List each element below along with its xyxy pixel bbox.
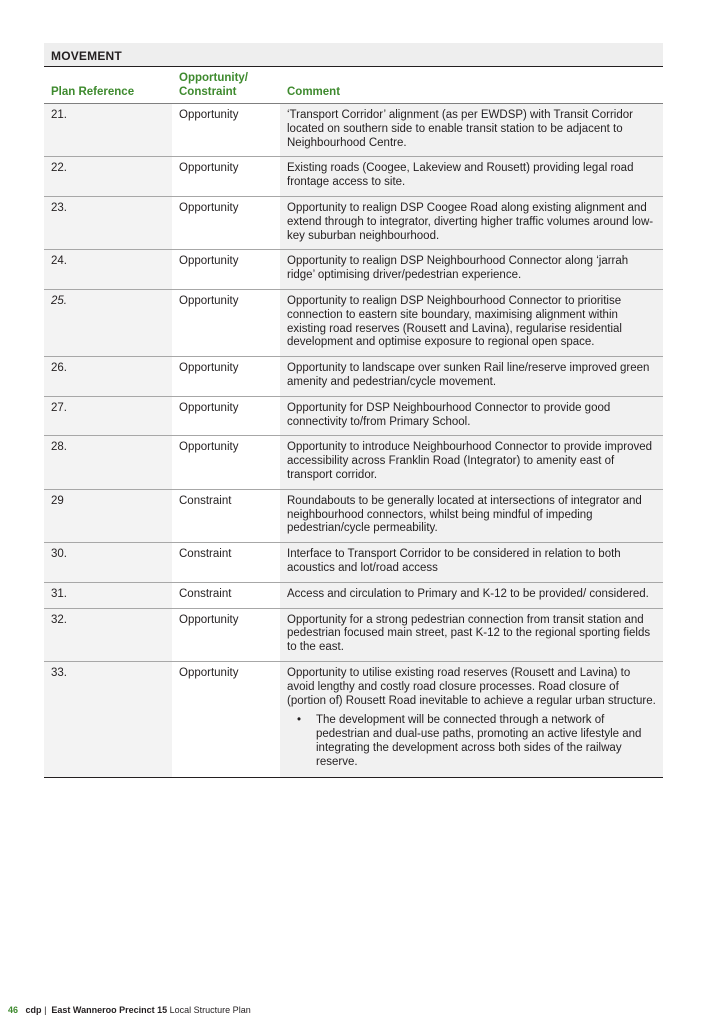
comment-text: Opportunity to introduce Neighbourhood Connector to provide improved accessibility across Franklin Road (Integrator) to amenity east of transport corridor. [287, 441, 653, 481]
opportunity-constraint-cell: Opportunity [172, 196, 280, 249]
comment-cell [280, 661, 663, 778]
comment-cell [280, 489, 663, 542]
comment-text: Opportunity to realign DSP Coogee Road along existing alignment and extend through to integrator, diverting higher traffic volumes around low-key suburban neighbourhood. [287, 201, 654, 242]
opportunity-constraint-cell: Opportunity [172, 608, 280, 661]
opportunity-constraint-cell: Opportunity [172, 436, 280, 489]
comment-text: Opportunity to utilise existing road reserves (Rousett and Lavina) to avoid lengthy and costly road closure processes. Road closure of (portion of) Rousett Road inevitable to achieve a regular urban structure. [287, 666, 656, 707]
plan-reference-cell: 21. [44, 104, 172, 157]
opportunity-constraint-cell: Constraint [172, 489, 280, 542]
header-plan-reference: Plan Reference [44, 67, 172, 104]
comment-text: Access and circulation to Primary and K-12 to be provided/ considered. [287, 587, 649, 600]
comment-bullet [287, 714, 656, 769]
comment-cell [280, 608, 663, 661]
opportunity-constraint-cell: Opportunity [172, 157, 280, 197]
section-title: MOVEMENT [44, 43, 663, 67]
comment-text: Roundabouts to be generally located at intersections of integrator and neighbourhood connectors, whilst being mindful of impeding pedestrian/cycle permeability. [287, 494, 642, 535]
table-row [44, 436, 663, 489]
table-row [44, 196, 663, 249]
plan-reference-cell: 27. [44, 396, 172, 436]
comment-text: Opportunity to landscape over sunken Rail line/reserve improved green amenity and pedestrian/cycle movement. [287, 362, 650, 388]
comment-cell [280, 289, 663, 356]
opportunity-constraint-cell: Opportunity [172, 289, 280, 356]
movement-table [44, 67, 663, 778]
plan-reference-cell: 24. [44, 250, 172, 290]
document-subtitle: Local Structure Plan [169, 1005, 251, 1015]
comment-cell [280, 104, 663, 157]
comment-text: Opportunity to realign DSP Neighbourhood Connector to prioritise connection to eastern site boundary, maximising alignment within existing road reserves (Rousett and Lavina), regularise residential development and optimise exposure to regional open space. [287, 294, 622, 349]
comment-text: ‘Transport Corridor’ alignment (as per EWDSP) with Transit Corridor located on southern side to enable transit station to be adjacent to Neighbourhood Centre. [287, 109, 633, 149]
plan-reference-cell: 28. [44, 436, 172, 489]
bullet-icon: • [297, 714, 302, 727]
plan-reference-cell: 25. [44, 289, 172, 356]
comment-text: Opportunity for DSP Neighbourhood Connector to provide good connectivity to/from Primary School. [287, 401, 611, 428]
plan-reference-cell: 32. [44, 608, 172, 661]
document-title: East Wanneroo Precinct 15 [51, 1005, 168, 1015]
plan-reference-cell: 30. [44, 543, 172, 583]
comment-text: Interface to Transport Corridor to be considered in relation to both acoustics and lot/road access [287, 548, 621, 574]
header-opportunity-constraint [172, 67, 280, 104]
plan-reference-cell: 31. [44, 582, 172, 608]
comment-text: Existing roads (Coogee, Lakeview and Rousett) providing legal road frontage access to site. [287, 162, 634, 189]
header-comment: Comment [280, 67, 663, 104]
comment-cell [280, 357, 663, 397]
table-row [44, 661, 663, 778]
table-row [44, 489, 663, 542]
table-row [44, 608, 663, 661]
comment-cell [280, 196, 663, 249]
plan-reference-cell: 26. [44, 357, 172, 397]
opportunity-constraint-cell: Opportunity [172, 396, 280, 436]
table-row [44, 104, 663, 157]
footer-separator: | [44, 1005, 47, 1015]
movement-table-section [44, 43, 663, 778]
table-row [44, 543, 663, 583]
header-row [44, 67, 663, 104]
comment-cell [280, 250, 663, 290]
comment-cell [280, 582, 663, 608]
brand-name: cdp [25, 1005, 42, 1015]
table-row [44, 289, 663, 356]
comment-text: Opportunity for a strong pedestrian connection from transit station and pedestrian focused main street, past K-12 to the regional sporting fields to the east. [287, 613, 651, 654]
table-row [44, 250, 663, 290]
comment-cell [280, 396, 663, 436]
plan-reference-cell: 23. [44, 196, 172, 249]
comment-cell [280, 436, 663, 489]
page-footer [8, 1005, 251, 1015]
table-row [44, 396, 663, 436]
table-row [44, 157, 663, 197]
plan-reference-cell: 29 [44, 489, 172, 542]
opportunity-constraint-cell: Opportunity [172, 661, 280, 778]
table-row [44, 357, 663, 397]
opportunity-constraint-cell: Opportunity [172, 104, 280, 157]
comment-cell [280, 157, 663, 197]
page-number: 46 [8, 1005, 19, 1015]
plan-reference-cell: 33. [44, 661, 172, 778]
opportunity-constraint-cell: Constraint [172, 582, 280, 608]
comment-text: Opportunity to realign DSP Neighbourhood Connector along ‘jarrah ridge’ optimising driver/pedestrian experience. [287, 255, 629, 282]
header-opportunity-constraint-label: Opportunity/ Constraint [179, 72, 248, 98]
plan-reference-cell: 22. [44, 157, 172, 197]
table-row [44, 582, 663, 608]
comment-cell [280, 543, 663, 583]
bullet-text: The development will be connected through a network of pedestrian and dual-use paths, promoting an active lifestyle and integrating the development across both sides of the railway reserve. [316, 714, 642, 768]
opportunity-constraint-cell: Opportunity [172, 250, 280, 290]
opportunity-constraint-cell: Constraint [172, 543, 280, 583]
opportunity-constraint-cell: Opportunity [172, 357, 280, 397]
